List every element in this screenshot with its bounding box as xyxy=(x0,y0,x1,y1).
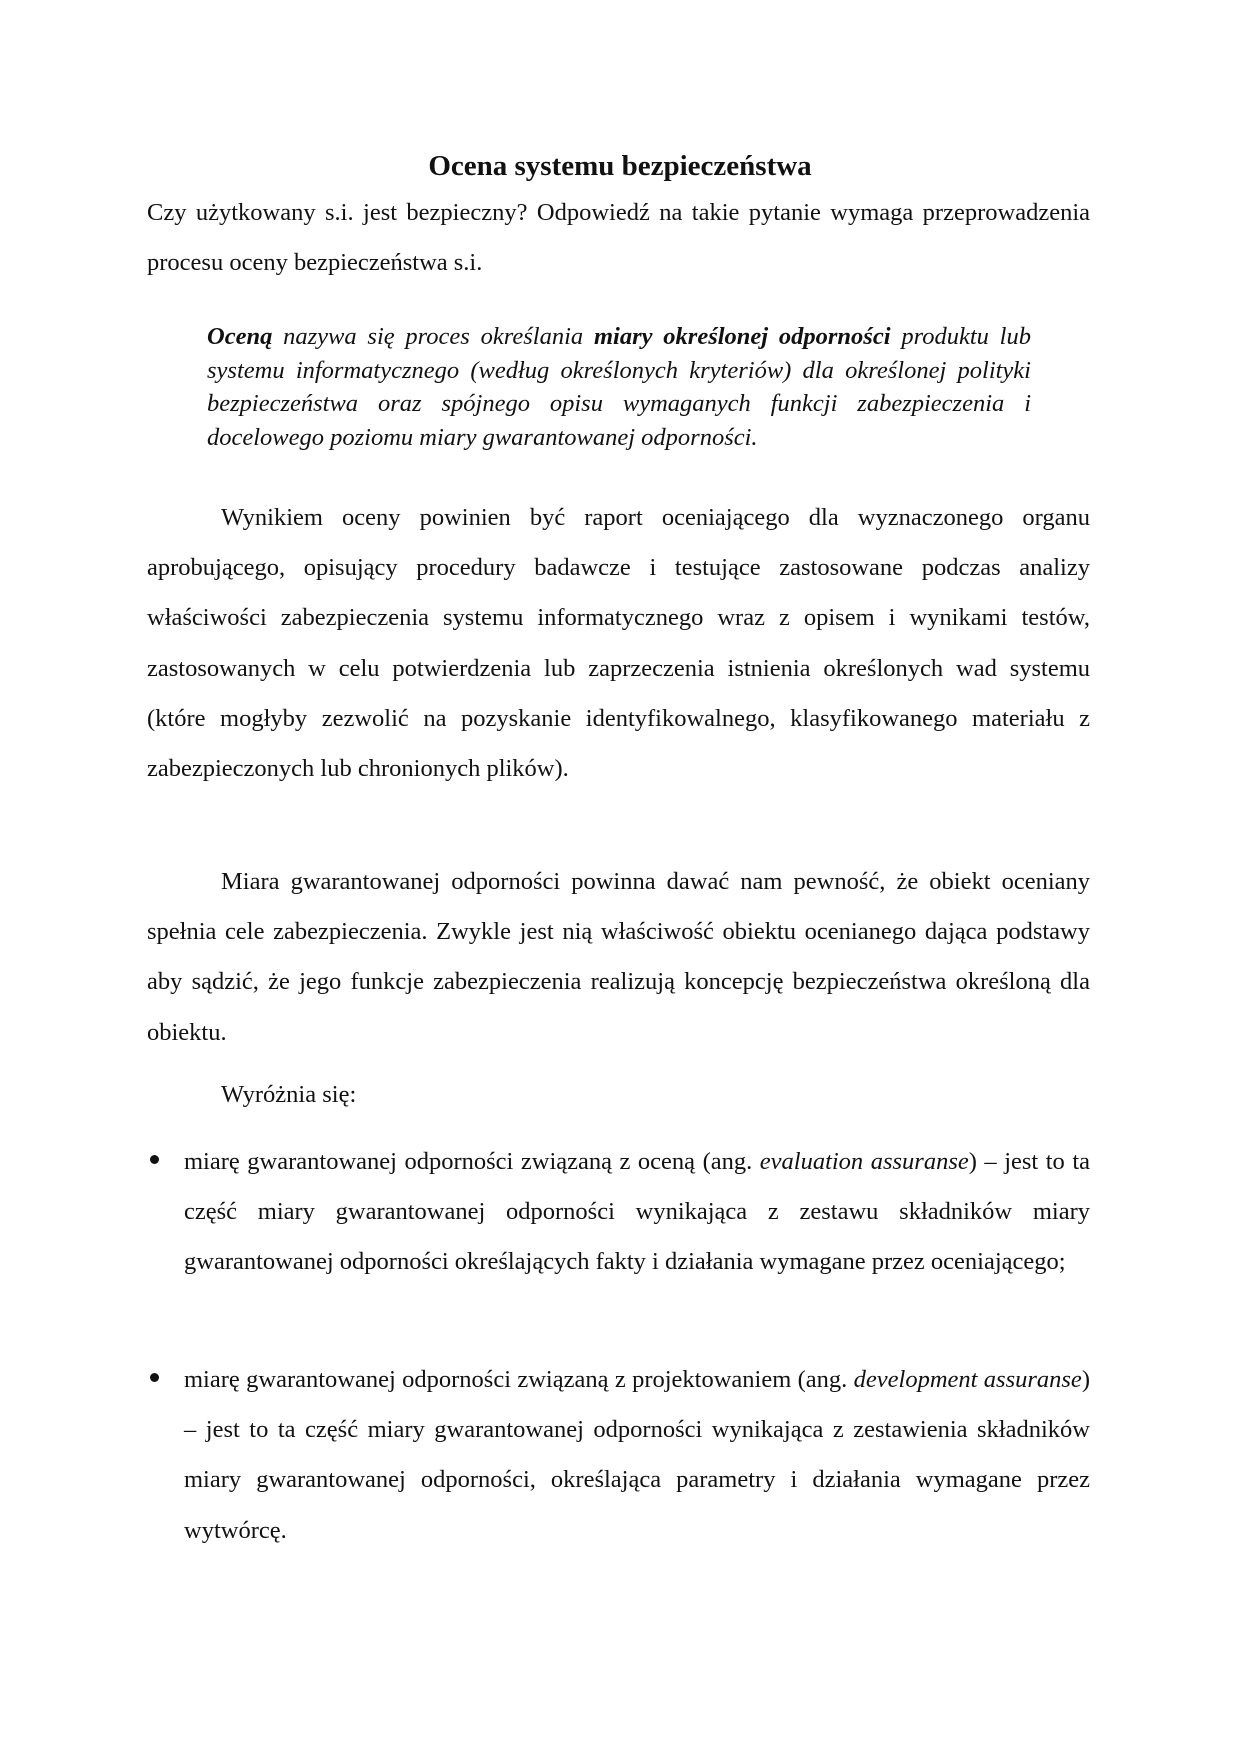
measure-paragraph: Miara gwarantowanej odporności powinna dawać nam pewność, że obiekt oceniany spełnia cele zabezpieczenia. Zwykle jest nią właściwość obiektu ocenianego dająca podstawy aby sądzić, że jego funkcje zabezpieczenia realizują koncepcję bezpieczeństwa określoną dla obiektu. xyxy=(147,868,1090,1046)
definition-term: Oceną xyxy=(207,323,273,350)
list-item-text: ) – jest to ta część miary gwarantowanej odporności wynikająca z zestawienia składników miary gwarantowanej odporności, określająca parametry i działania wymagane przez wytwórcę. xyxy=(184,1366,1090,1544)
definition-text-1: nazywa się proces określania xyxy=(272,323,594,350)
list-item xyxy=(184,1355,1090,1556)
list-item-text: miarę gwarantowanej odporności związaną z projektowaniem (ang. xyxy=(184,1366,854,1393)
list-item-english-term: evaluation assuranse xyxy=(759,1148,969,1175)
result-paragraph: Wynikiem oceny powinien być raport oceniającego dla wyznaczonego organu aprobującego, opisujący procedury badawcze i testujące zastosowane podczas analizy właściwości zabezpieczenia systemu informatycznego wraz z opisem i wynikami testów, zastosowanych w celu potwierdzenia lub zaprzeczenia istnienia określonych wad systemu (które mogłyby zezwolić na pozyskanie identyfikowalnego, klasyfikowanego materiału z zabezpieczonych lub chronionych plików). xyxy=(147,504,1090,783)
definition-bold-phrase: miary określonej odporności xyxy=(593,323,891,350)
intro-paragraph: Czy użytkowany s.i. jest bezpieczny? Odpowiedź na takie pytanie wymaga przeprowadzenia procesu oceny bezpieczeństwa s.i. xyxy=(147,199,1090,277)
definition-text-2: produktu lub systemu informatycznego (według określonych kryteriów) dla określonej polityki bezpieczeństwa oraz spójnego opisu wymaganych funkcji zabezpieczenia i docelowego poziomu miary gwarantowanej odporności. xyxy=(207,323,1031,451)
definition-quote xyxy=(207,320,1031,454)
bullet-icon xyxy=(150,1155,159,1164)
list-item xyxy=(184,1137,1090,1288)
bullet-icon xyxy=(150,1373,159,1382)
document-title: Ocena systemu bezpieczeństwa xyxy=(428,150,812,182)
list-intro: Wyróżnia się: xyxy=(221,1081,357,1108)
list-item-english-term: development assuranse xyxy=(853,1366,1082,1393)
list-item-text: miarę gwarantowanej odporności związaną z oceną (ang. xyxy=(184,1148,760,1175)
list-item-text: ) – jest to ta część miary gwarantowanej odporności wynikająca z zestawu składników miary gwarantowanej odporności określających fakty i działania wymagane przez oceniającego; xyxy=(184,1148,1091,1276)
